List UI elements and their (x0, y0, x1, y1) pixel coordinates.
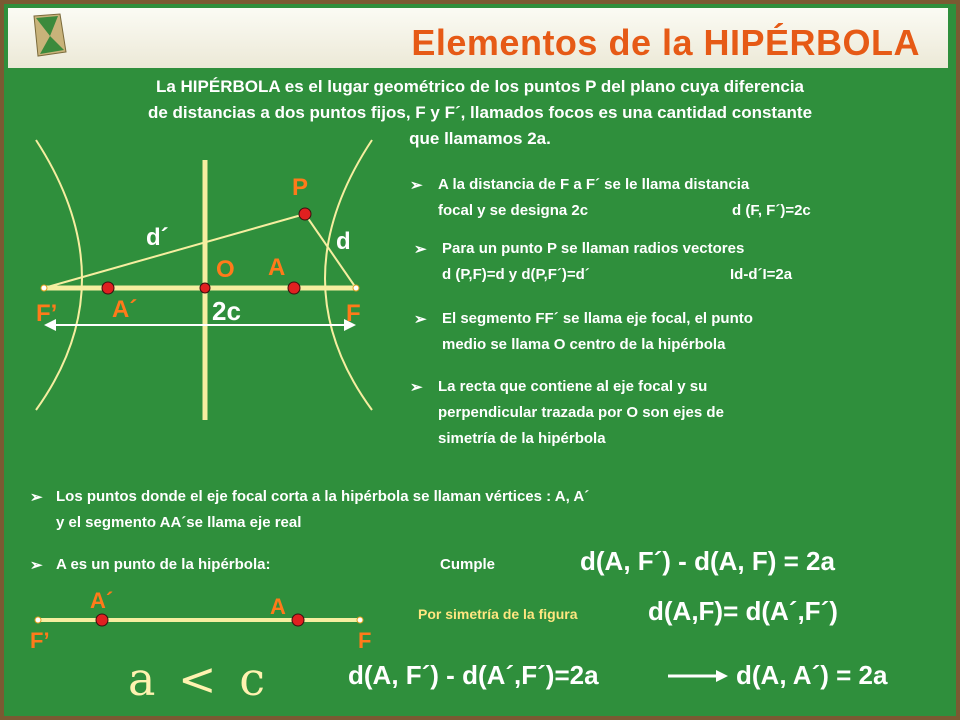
label-a-prime: A´ (112, 296, 138, 323)
symmetry-note: Por simetría de la figura (418, 606, 578, 622)
label-p: P (292, 174, 309, 201)
point-p (299, 208, 311, 220)
vertex-a (288, 282, 300, 294)
label-2c: 2c (212, 296, 241, 326)
focus-f (353, 285, 359, 291)
label-o: O (216, 256, 235, 283)
symmetry-formula: d(A,F)= d(A´,F´) (648, 596, 838, 626)
vertex-a-prime (102, 282, 114, 294)
bottom-vertex-a-prime (96, 614, 108, 626)
bottom-focus-f-prime (35, 617, 41, 623)
bottom-label-f: F (358, 628, 372, 653)
label-a: A (268, 254, 286, 281)
label-f-prime: F’ (36, 300, 58, 327)
bullet-arrow-icon: ➢ (414, 241, 427, 258)
page-title: Elementos de la HIPÉRBOLA (411, 22, 920, 63)
bottom-vertex-a (292, 614, 304, 626)
intro-line-1: La HIPÉRBOLA es el lugar geométrico de los puntos P del plano cuya diferencia (155, 77, 805, 96)
bottom-label-f-prime: F’ (30, 628, 50, 653)
label-f: F (346, 300, 361, 327)
label-d-prime: d´ (146, 224, 169, 251)
bottom-label-a: A (270, 594, 286, 619)
left-branch (36, 140, 82, 410)
intro-line-3: que llamamos 2a. (409, 129, 551, 148)
label-d: d (336, 228, 351, 255)
center-o (200, 283, 210, 293)
implication-arrow-head (716, 670, 728, 682)
bullet-arrow-icon: ➢ (414, 311, 427, 328)
bullet-arrow-icon: ➢ (30, 557, 43, 574)
final-formula-right: d(A, A´) = 2a (736, 660, 888, 690)
bottom-label-a-prime: A´ (90, 588, 114, 613)
bullet-arrow-icon: ➢ (410, 379, 423, 396)
radius-d-prime (44, 214, 305, 288)
bullet-arrow-icon: ➢ (410, 177, 423, 194)
formula-cumple: d(A, F´) - d(A, F) = 2a (580, 546, 835, 576)
handwritten-a-less-c: a < c (128, 652, 269, 706)
right-branch (325, 140, 372, 410)
focus-f-prime (41, 285, 47, 291)
bottom-focus-f (357, 617, 363, 623)
bullet-arrow-icon: ➢ (30, 489, 43, 506)
final-formula-left: d(A, F´) - d(A´,F´)=2a (348, 660, 599, 690)
intro-line-2: de distancias a dos puntos fijos, F y F´, llamados focos es una cantidad constante (147, 103, 813, 122)
